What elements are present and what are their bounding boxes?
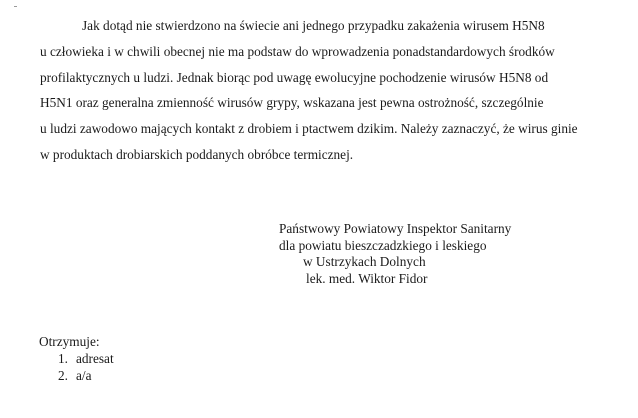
paragraph-line: u ludzi zawodowo mających kontakt z drobiem i ptactwem dzikim. Należy zaznaczyć, że wirus ginie (40, 121, 578, 137)
paragraph-line: profilaktycznych u ludzi. Jednak biorąc pod uwagę ewolucyjne pochodzenie wirusów H5N8 od (40, 69, 549, 85)
recipients-heading: Otrzymuje: (39, 334, 100, 349)
recipients-list (39, 350, 114, 384)
signature-name: lek. med. Wiktor Fidor (306, 270, 428, 286)
paragraph-line: w produktach drobiarskich poddanych obróbce termicznej. (40, 146, 354, 162)
signature-jurisdiction: dla powiatu bieszczadzkiego i leskiego (279, 237, 487, 253)
signature-title: Państwowy Powiatowy Inspektor Sanitarny (279, 221, 512, 236)
signature-location: w Ustrzykach Dolnych (303, 254, 426, 269)
signature-block (279, 221, 511, 287)
recipients-block (39, 333, 114, 384)
list-item-number: 1. (58, 351, 68, 366)
list-item-text: adresat (76, 351, 114, 366)
paragraph-line: Jak dotąd nie stwierdzono na świecie ani jednego przypadku zakażenia wirusem H5N8 (82, 18, 545, 33)
list-item-text: a/a (76, 368, 92, 383)
scan-speck (14, 6, 17, 7)
list-item-number: 2. (58, 368, 68, 383)
list-item (58, 350, 114, 367)
paragraph-line: u człowieka i w chwili obecnej nie ma podstaw do wprowadzenia ponadstandardowych środków (40, 43, 555, 59)
list-item (58, 367, 114, 384)
paragraph-line: H5N1 oraz generalna zmienność wirusów grypy, wskazana jest pewna ostrożność, szczególnie (40, 95, 544, 111)
body-paragraph (40, 13, 630, 168)
